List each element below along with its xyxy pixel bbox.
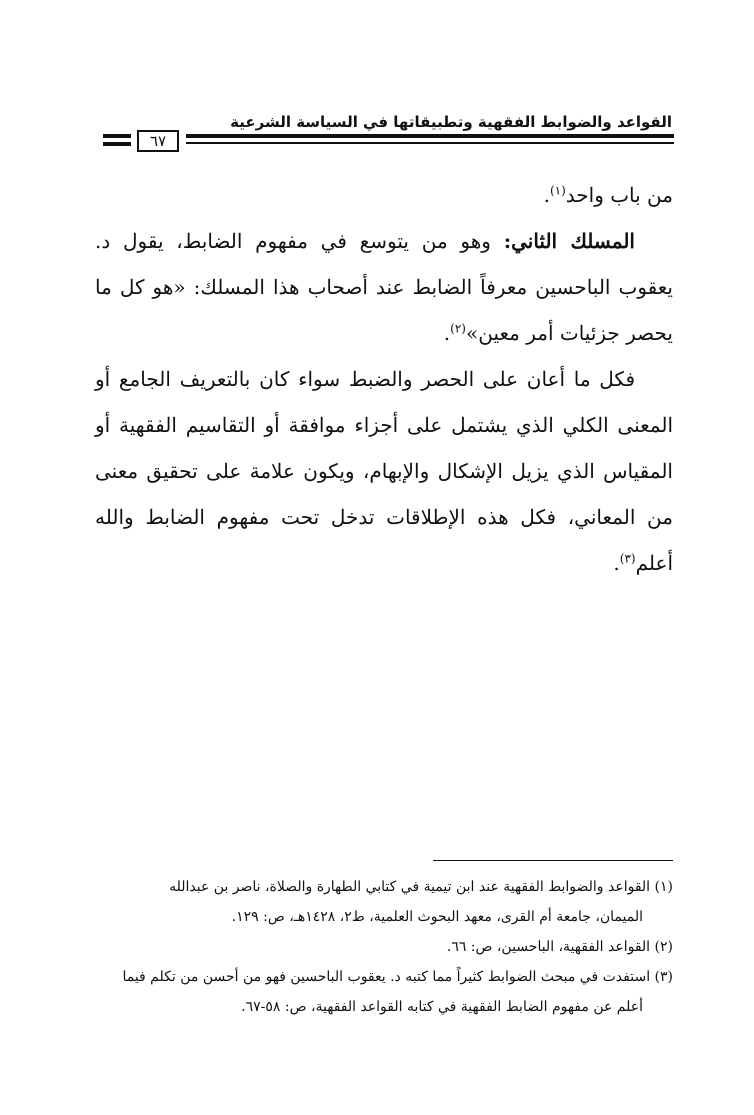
footnote-ref-2: (٢) xyxy=(450,321,466,336)
footnote-3-line1: استفدت في مبحث الضوابط كثيراً مما كتبه د. يعقوب الباحسين فهو من أحسن من تكلم فيما xyxy=(122,969,651,985)
header-rule-thin xyxy=(186,142,674,144)
footnote-separator xyxy=(433,860,673,861)
main-text xyxy=(95,172,673,586)
paragraph-2: المسلك الثاني: وهو من يتوسع في مفهوم الضابط، يقول د. يعقوب الباحسين معرفاً الضابط عند أصحاب هذا المسلك: «هو كل ما يحصر جزئيات أمر معين»$^{(٢)}$. xyxy=(95,229,673,345)
footnote-1-line1: القواعد والضوابط الفقهية عند ابن تيمية في كتابي الطهارة والصلاة، ناصر بن عبدالله xyxy=(169,879,651,895)
paragraph-1: من باب واحد$^{(١)}$. xyxy=(543,183,673,207)
paragraph-2-text: وهو من يتوسع في مفهوم الضابط، يقول د. يعقوب الباحسين معرفاً الضابط عند أصحاب هذا المسلك: «هو كل ما يحصر جزئيات أمر معين» xyxy=(95,229,673,345)
header-rule-thick xyxy=(186,134,674,138)
header-dash-top xyxy=(103,134,131,138)
footnote-2 xyxy=(95,932,673,962)
header-dash-bottom xyxy=(103,142,131,146)
footnote-2-line1: القواعد الفقهية، الباحسين، ص: ٦٦. xyxy=(446,939,651,955)
running-header-title: القواعد والضوابط الفقهية وتطبيقاتها في السياسة الشرعية xyxy=(230,113,672,131)
footnote-1-line2: الميمان، جامعة أم القرى، معهد البحوث العلمية، ط٢، ١٤٢٨هـ، ص: ١٢٩. xyxy=(231,909,643,925)
second-approach-term: المسلك الثاني: xyxy=(503,229,635,253)
footnote-2-marker: (٢) xyxy=(654,939,673,955)
footnote-1-marker: (١) xyxy=(654,879,673,895)
footnote-3 xyxy=(95,962,673,992)
footnote-ref-3: (٣) xyxy=(619,551,636,566)
footnote-ref-1: (١) xyxy=(549,183,566,198)
footnote-1-continued xyxy=(95,902,673,932)
paragraph-1-text: من باب واحد xyxy=(565,183,673,207)
page-number: ٦٧ xyxy=(137,130,179,152)
paragraph-3-text: فكل ما أعان على الحصر والضبط سواء كان بالتعريف الجامع أو المعنى الكلي الذي يشتمل على أجزاء موافقة أو التقاسيم الفقهية أو المقياس الذي يزيل الإشكال والإبهام، ويكون علامة على تحقيق معنى من المعاني، فكل هذه الإطلاقات تدخل تحت مفهوم الضابط والله أعلم xyxy=(95,367,673,575)
footnote-3-marker: (٣) xyxy=(654,969,673,985)
footnote-1 xyxy=(95,872,673,902)
paragraph-3: فكل ما أعان على الحصر والضبط سواء كان بالتعريف الجامع أو المعنى الكلي الذي يشتمل على أجزاء موافقة أو التقاسيم الفقهية أو المقياس الذي يزيل الإشكال والإبهام، ويكون علامة على تحقيق معنى من المعاني، فكل هذه الإطلاقات تدخل تحت مفهوم الضابط والله أعلم$^{(٣)}$. xyxy=(95,367,673,575)
footnote-3-line2: أعلم عن مفهوم الضابط الفقهية في كتابه القواعد الفقهية، ص: ٥٨-٦٧. xyxy=(241,999,643,1015)
footnotes xyxy=(95,872,673,1022)
footnote-3-continued xyxy=(95,992,673,1022)
